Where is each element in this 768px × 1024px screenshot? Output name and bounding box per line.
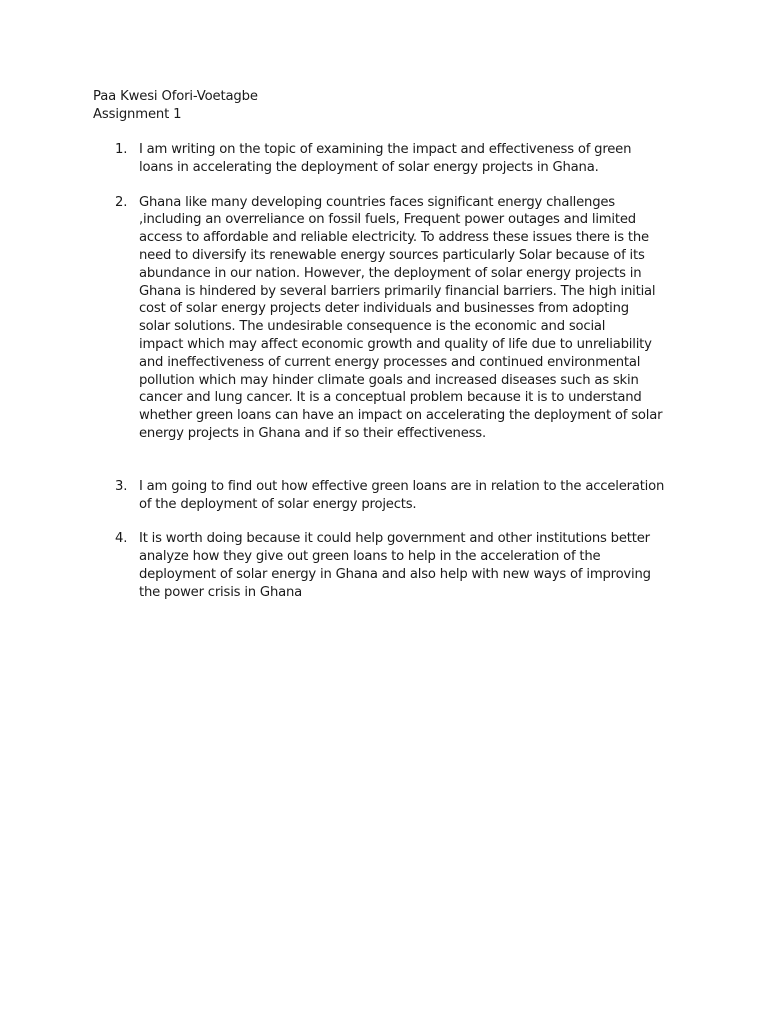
text-line: impact which may affect economic growth and quality of life due to unreliability	[139, 336, 652, 352]
text-line: energy projects in Ghana and if so their effectiveness.	[139, 425, 486, 441]
list-item-number: 1.	[115, 142, 128, 157]
text-line: loans in accelerating the deployment of solar energy projects in Ghana.	[139, 159, 599, 175]
text-line: ,including an overreliance on fossil fuels, Frequent power outages and limited	[139, 212, 636, 228]
list-item	[93, 478, 675, 514]
text-line: and ineffectiveness of current energy processes and continued environmental	[139, 354, 641, 370]
author-name: Paa Kwesi Ofori-Voetagbe	[93, 89, 258, 104]
list-item-text	[139, 478, 675, 514]
text-line: abundance in our nation. However, the deployment of solar energy projects in	[139, 265, 642, 281]
list-item-number: 4.	[115, 531, 128, 547]
text-line: analyze how they give out green loans to help in the acceleration of the	[139, 549, 601, 565]
text-line: It is worth doing because it could help government and other institutions better	[139, 531, 650, 547]
list-item-number: 3.	[115, 478, 128, 494]
text-line: solar solutions. The undesirable consequence is the economic and social	[139, 319, 606, 335]
text-line: Ghana like many developing countries faces significant energy challenges	[139, 194, 615, 210]
list-item	[93, 194, 675, 443]
text-line: the power crisis in Ghana	[139, 584, 303, 600]
list-item	[93, 530, 675, 601]
text-line: deployment of solar energy in Ghana and also help with new ways of improving	[139, 566, 651, 582]
list-item-text	[139, 141, 675, 177]
text-line: Ghana is hindered by several barriers primarily financial barriers. The high initial	[139, 283, 656, 299]
text-line: cost of solar energy projects deter individuals and businesses from adopting	[139, 301, 629, 317]
text-line: need to diversify its renewable energy sources particularly Solar because of its	[139, 247, 645, 263]
text-line: access to affordable and reliable electricity. To address these issues there is the	[139, 230, 649, 246]
list-item-text	[139, 194, 675, 443]
list-item	[93, 141, 675, 177]
list-item-text	[139, 530, 675, 601]
text-line: whether green loans can have an impact on accelerating the deployment of solar	[139, 408, 663, 424]
list-item-number: 2.	[115, 194, 128, 210]
text-line: I am writing on the topic of examining the impact and effectiveness of green	[139, 142, 632, 157]
text-line: I am going to find out how effective green loans are in relation to the acceleration	[139, 478, 665, 494]
numbered-list	[93, 141, 675, 602]
text-line: cancer and lung cancer. It is a conceptual problem because it is to understand	[139, 390, 642, 406]
document-header	[93, 88, 653, 124]
text-line: of the deployment of solar energy projects.	[139, 496, 417, 512]
text-line: pollution which may hinder climate goals and increased diseases such as skin	[139, 372, 639, 388]
assignment-title: Assignment 1	[93, 106, 182, 122]
